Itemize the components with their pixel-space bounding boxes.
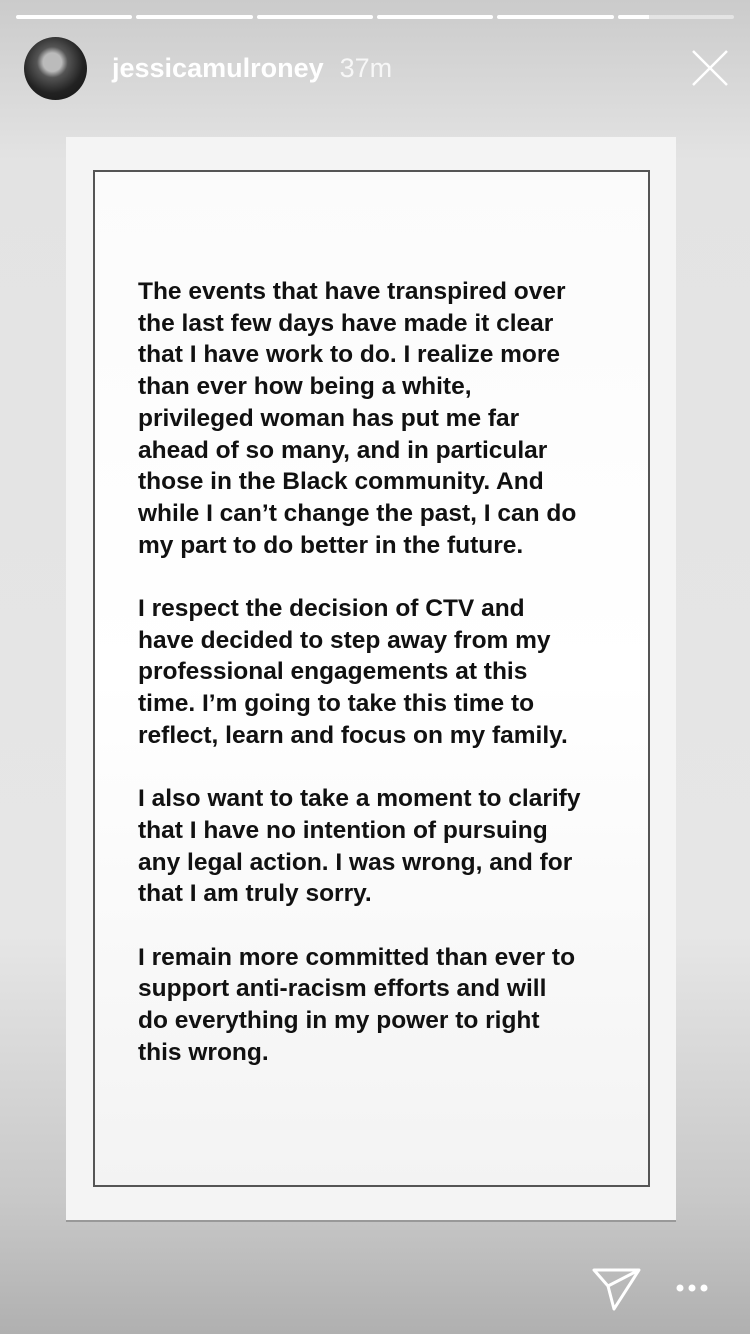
progress-fill: [618, 15, 649, 19]
text-line: my part to do better in the future.: [138, 531, 524, 559]
close-icon[interactable]: [690, 48, 730, 88]
progress-segment: [136, 15, 252, 19]
text-line: those in the Black community. And: [138, 468, 544, 496]
text-line: any legal action. I was wrong, and for: [138, 848, 573, 876]
username[interactable]: jessicamulroney: [112, 52, 324, 83]
text-line: that I have no intention of pursuing: [138, 816, 548, 844]
send-icon[interactable]: [592, 1266, 642, 1312]
text-line: this wrong.: [138, 1038, 269, 1066]
story-header: [24, 36, 730, 100]
progress-fill: [497, 15, 613, 19]
text-line: I remain more committed than ever to: [138, 943, 576, 971]
text-line: The events that have transpired over: [138, 278, 566, 305]
progress-segment: [618, 15, 734, 19]
statement-paper: [93, 170, 650, 1187]
text-line: time. I’m going to take this time to: [138, 690, 535, 718]
text-line: that I have work to do. I realize more: [138, 341, 561, 369]
story-image: [66, 137, 676, 1222]
progress-fill: [377, 15, 493, 19]
paragraph: [138, 276, 580, 561]
text-line: than ever how being a white,: [138, 373, 472, 401]
progress-segment: [497, 15, 613, 19]
paragraph: [138, 783, 580, 910]
progress-segment: [257, 15, 373, 19]
statement-text: [138, 276, 580, 1100]
timestamp: 37m: [339, 52, 393, 83]
text-line: have decided to step away from my: [138, 626, 551, 654]
text-line: I also want to take a moment to clarify: [138, 785, 581, 813]
progress-fill: [257, 15, 373, 19]
text-line: privileged woman has put me far: [138, 404, 520, 432]
story-progress: [16, 15, 734, 19]
text-line: support anti-racism efforts and will: [138, 975, 547, 1003]
text-line: the last few days have made it clear: [138, 309, 554, 337]
text-line: I respect the decision of CTV and: [138, 595, 525, 623]
text-line: professional engagements at this: [138, 658, 528, 686]
paragraph: [138, 593, 580, 752]
avatar[interactable]: [24, 37, 87, 100]
more-options-icon[interactable]: [676, 1282, 708, 1294]
progress-segment: [377, 15, 493, 19]
progress-segment: [16, 15, 132, 19]
paragraph: [138, 942, 580, 1069]
text-line: while I can’t change the past, I can do: [138, 499, 577, 527]
text-line: reflect, learn and focus on my family.: [138, 721, 568, 749]
progress-fill: [16, 15, 132, 19]
text-line: that I am truly sorry.: [138, 880, 372, 908]
text-line: ahead of so many, and in particular: [138, 436, 548, 464]
text-line: do everything in my power to right: [138, 1007, 540, 1035]
progress-fill: [136, 15, 252, 19]
